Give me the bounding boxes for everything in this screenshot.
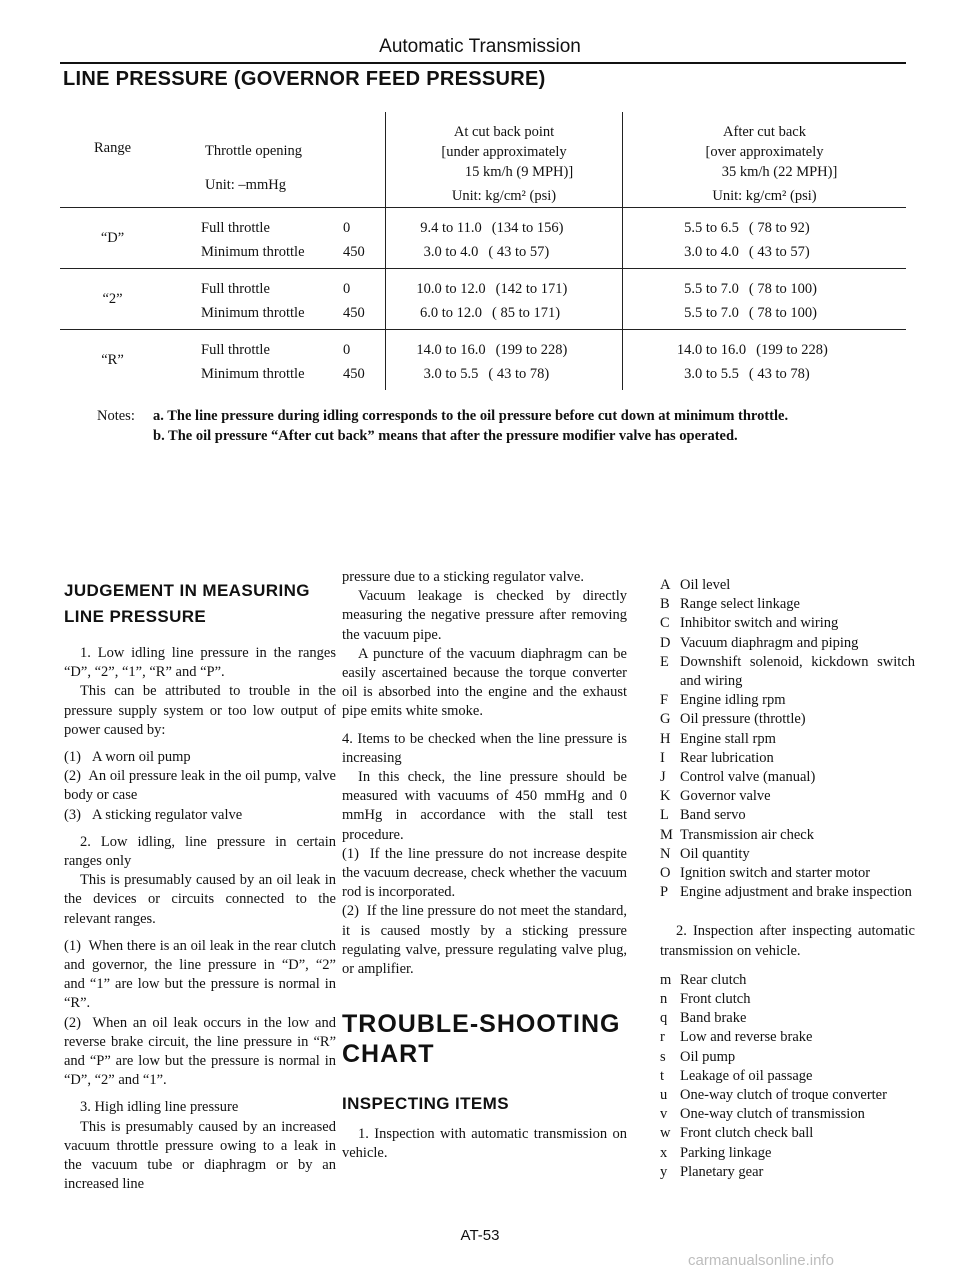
- header-throttle-unit: Unit: –mmHg: [205, 177, 286, 193]
- psi-value: ( 43 to 78): [488, 366, 550, 382]
- list-text: Governor valve: [680, 788, 771, 805]
- range-cell: “D”: [100, 230, 125, 246]
- kg-value: 14.0 to 16.0: [416, 342, 486, 358]
- table-row: [60, 208, 906, 269]
- list-text: Rear clutch: [680, 971, 747, 988]
- list-text: An oil pressure leak in the oil pump, valve body or case: [64, 768, 336, 804]
- list-key: D: [660, 634, 671, 651]
- list-text: Low and reverse brake: [680, 1029, 813, 1046]
- troubleshooting-heading-line-2: CHART: [342, 1040, 435, 1069]
- cut-back-cell: [385, 330, 622, 390]
- list-item: [660, 614, 915, 633]
- list-key: B: [660, 596, 670, 613]
- list-item: [660, 1009, 915, 1028]
- header-after-line-3: 35 km/h (22 MPH)]: [721, 164, 838, 180]
- list-item: [660, 1105, 915, 1124]
- list-item: [342, 902, 627, 979]
- list-text: When an oil leak occurs in the low and reverse brake circuit, the line pressure in “R” and “P” are low but the pressure is normal in “D”, “2” and “1”.: [64, 1014, 336, 1089]
- kg-value: 5.5 to 7.0: [684, 305, 739, 321]
- list-key: (1): [64, 749, 81, 766]
- kg-value: 3.0 to 4.0: [423, 244, 479, 260]
- list-key: H: [660, 730, 671, 747]
- list-text: Oil level: [680, 577, 731, 593]
- header-after-cut-back: [622, 112, 906, 207]
- list-key: P: [660, 884, 669, 901]
- cut-back-cell: [385, 208, 622, 268]
- psi-value: (199 to 228): [756, 342, 828, 358]
- list-text: When there is an oil leak in the rear clutch and governor, the line pressure in “D”, “2” and “1” are low but the pressure is normal in “R”.: [64, 937, 337, 1012]
- table-row: [60, 269, 906, 330]
- list-key: K: [660, 788, 671, 805]
- range-cell: “2”: [102, 291, 123, 307]
- kg-value: 10.0 to 12.0: [416, 281, 486, 297]
- list-item: [660, 1086, 915, 1105]
- header-cut-line-1: At cut back point: [453, 124, 555, 140]
- psi-value: ( 78 to 100): [748, 305, 817, 321]
- list-item: [660, 1124, 915, 1143]
- throttle-cell: [165, 269, 385, 329]
- list-item: [660, 710, 915, 729]
- note-b: b. The oil pressure “After cut back” means that after the pressure modifier valve has operated.: [153, 428, 738, 444]
- header-range: Range: [93, 140, 132, 156]
- header-cut-unit: Unit: kg/cm² (psi): [451, 188, 557, 204]
- line-pressure-table: [60, 112, 906, 390]
- list-key: (2): [342, 903, 359, 920]
- psi-value: ( 78 to 100): [748, 281, 817, 297]
- table-row: [60, 330, 906, 390]
- list-text: Oil pump: [680, 1048, 736, 1065]
- list-item: [660, 1067, 915, 1086]
- header-cut-back: [385, 112, 622, 207]
- throttle-label: Minimum throttle: [201, 305, 305, 321]
- watermark: carmanualsonline.info: [688, 1252, 834, 1269]
- throttle-cell: [165, 330, 385, 390]
- list-item: [660, 634, 915, 653]
- list-key: q: [660, 1010, 668, 1027]
- list-key: O: [660, 865, 671, 882]
- paragraph: pressure due to a sticking regulator valve.: [342, 569, 584, 585]
- list-item: [64, 748, 336, 767]
- throttle-mmhg: 450: [343, 305, 365, 321]
- list-item: [660, 990, 915, 1009]
- list-text: One-way clutch of troque converter: [680, 1087, 887, 1104]
- paragraph: This is presumably caused by an oil leak in the devices or circuits connected to the relevant ranges.: [64, 872, 336, 927]
- throttle-mmhg: 0: [343, 281, 351, 297]
- list-item: [660, 864, 915, 883]
- list-text: Front clutch: [680, 991, 751, 1008]
- list-key: (1): [64, 937, 81, 954]
- list-text: Parking linkage: [680, 1144, 772, 1161]
- psi-value: ( 43 to 78): [748, 366, 810, 382]
- list-key: M: [660, 826, 673, 843]
- list-text: Transmission air check: [680, 826, 814, 843]
- list-item: [660, 971, 915, 990]
- list-text: Vacuum diaphragm and piping: [680, 634, 859, 651]
- throttle-mmhg: 0: [343, 342, 351, 358]
- list-key: w: [660, 1125, 671, 1142]
- list-item: [660, 1048, 915, 1067]
- column-3: [660, 576, 915, 1182]
- list-key: A: [660, 577, 671, 593]
- paragraph: 1. Low idling line pressure in the ranges “D”, “2”, “1”, “R” and “P”.: [64, 645, 336, 681]
- column-1: [64, 578, 336, 1194]
- after-cut-back-cell: [622, 208, 906, 268]
- paragraph: 3. High idling line pressure: [80, 1099, 239, 1116]
- paragraph: 2. Inspection after inspecting automatic transmission on vehicle.: [660, 923, 915, 959]
- list-key: C: [660, 615, 670, 632]
- list-key: r: [660, 1029, 665, 1046]
- throttle-label: Full throttle: [201, 281, 270, 297]
- list-text: One-way clutch of transmission: [680, 1106, 865, 1123]
- list-key: x: [660, 1144, 668, 1161]
- list-text: Inhibitor switch and wiring: [680, 615, 839, 632]
- kg-value: 3.0 to 5.5: [423, 366, 479, 382]
- list-text: Planetary gear: [680, 1163, 764, 1180]
- header-throttle-label: Throttle opening: [205, 143, 303, 159]
- paragraph: This can be attributed to trouble in the pressure supply system or too low output of power caused by:: [64, 683, 336, 738]
- note-a: a. The line pressure during idling corresponds to the oil pressure before cut down at minimum throttle.: [153, 408, 789, 424]
- list-item: [660, 845, 915, 864]
- paragraph: A puncture of the vacuum diaphragm can be easily ascertained because the torque converter oil is absorbed into the engine and the exhaust pipe emits white smoke.: [342, 645, 627, 720]
- list-text: A worn oil pump: [92, 749, 191, 766]
- page-number: AT-53: [460, 1227, 500, 1244]
- list-item: [64, 937, 336, 1014]
- psi-value: ( 85 to 171): [492, 305, 561, 321]
- list-text: Downshift solenoid, kickdown switch and wiring: [680, 653, 915, 690]
- list-text: Leakage of oil passage: [680, 1067, 813, 1084]
- cut-back-cell: [385, 269, 622, 329]
- table-notes: [97, 406, 788, 446]
- kg-value: 5.5 to 6.5: [684, 220, 739, 236]
- paragraph: Vacuum leakage is checked by directly measuring the negative pressure after removing the vacuum pipe.: [342, 588, 627, 643]
- list-item: [660, 1163, 915, 1182]
- list-key: J: [660, 769, 666, 786]
- list-key: m: [660, 971, 672, 988]
- list-text: If the line pressure do not meet the standard, it is caused mostly by a sticking pressure regulating valve, pressure regulating valve plug, or amplifier.: [342, 903, 627, 978]
- header-after-line-1: After cut back: [723, 124, 806, 140]
- list-item: [660, 595, 915, 614]
- psi-value: ( 78 to 92): [748, 220, 810, 236]
- kg-value: 14.0 to 16.0: [676, 342, 747, 358]
- header-cut-line-3: 15 km/h (9 MPH)]: [464, 164, 574, 180]
- throttle-label: Full throttle: [201, 342, 270, 358]
- list-item: [660, 883, 915, 902]
- kg-value: 6.0 to 12.0: [419, 305, 483, 321]
- list-text: Engine adjustment and brake inspection: [680, 884, 912, 901]
- list-text: Control valve (manual): [680, 769, 816, 786]
- psi-value: (142 to 171): [495, 281, 568, 297]
- kg-value: 9.4 to 11.0: [420, 220, 482, 236]
- psi-value: ( 43 to 57): [748, 244, 810, 260]
- kg-value: 3.0 to 5.5: [684, 366, 739, 382]
- paragraph: In this check, the line pressure should be measured with vacuums of 450 mmHg and 0 mmHg in accordance with the stall test procedure.: [342, 769, 627, 843]
- list-item: [342, 845, 627, 903]
- list-key: y: [660, 1163, 668, 1180]
- list-item: [64, 806, 336, 825]
- throttle-mmhg: 450: [343, 366, 365, 382]
- psi-value: (199 to 228): [495, 342, 568, 358]
- after-cut-back-cell: [622, 269, 906, 329]
- list-item: [660, 749, 915, 768]
- list-key: (3): [64, 806, 81, 823]
- list-text: Oil pressure (throttle): [680, 711, 806, 728]
- header-throttle: [165, 112, 385, 207]
- list-item: [660, 691, 915, 710]
- list-key: u: [660, 1087, 668, 1104]
- list-item: [660, 826, 915, 845]
- list-item: [660, 1144, 915, 1163]
- kg-value: 3.0 to 4.0: [684, 244, 739, 260]
- list-key: s: [660, 1048, 666, 1065]
- throttle-cell: [165, 208, 385, 268]
- judgement-heading-line-1: JUDGEMENT IN MEASURING: [64, 581, 310, 600]
- list-item: [64, 1014, 336, 1091]
- troubleshooting-heading-line-1: TROUBLE-SHOOTING: [342, 1010, 621, 1039]
- kg-value: 5.5 to 7.0: [684, 281, 739, 297]
- after-cut-back-cell: [622, 330, 906, 390]
- throttle-mmhg: 450: [343, 244, 365, 260]
- throttle-mmhg: 0: [343, 220, 351, 236]
- list-item: [660, 787, 915, 806]
- list-key: L: [660, 807, 669, 824]
- judgement-heading-line-2: LINE PRESSURE: [64, 607, 207, 626]
- table-header-row: [60, 112, 906, 208]
- list-item: [660, 806, 915, 825]
- list-key: v: [660, 1106, 668, 1123]
- list-item: [660, 653, 915, 691]
- header-rule: [60, 62, 906, 64]
- list-key: F: [660, 692, 669, 709]
- range-cell: “R”: [101, 352, 124, 368]
- list-key: (2): [64, 768, 81, 785]
- inspection-list-1: [660, 576, 915, 902]
- header-after-line-2: [over approximately: [705, 144, 824, 160]
- list-key: n: [660, 991, 668, 1008]
- list-text: Front clutch check ball: [680, 1125, 814, 1142]
- psi-value: (134 to 156): [491, 220, 564, 236]
- list-text: A sticking regulator valve: [92, 806, 243, 823]
- list-key: E: [660, 653, 669, 670]
- list-key: G: [660, 711, 671, 728]
- list-text: If the line pressure do not increase despite the vacuum decrease, check whether the vacuum rod is incorporated.: [342, 845, 627, 901]
- list-text: Range select linkage: [680, 596, 800, 613]
- paragraph: 2. Low idling, line pressure in certain ranges only: [64, 833, 336, 870]
- list-text: Band brake: [680, 1010, 747, 1027]
- list-text: Engine idling rpm: [680, 692, 786, 709]
- paragraph: 1. Inspection with automatic transmission on vehicle.: [342, 1126, 627, 1162]
- list-text: Oil quantity: [680, 845, 750, 862]
- list-key: N: [660, 845, 671, 862]
- list-item: [64, 767, 336, 805]
- list-key: I: [660, 749, 665, 766]
- inspecting-items-heading: INSPECTING ITEMS: [342, 1094, 509, 1114]
- list-key: t: [660, 1067, 665, 1084]
- paragraph: This is presumably caused by an increased vacuum throttle pressure owing to a leak in the vacuum tube or diaphragm or by an increased line: [64, 1118, 336, 1193]
- paragraph: 4. Items to be checked when the line pressure is increasing: [342, 730, 627, 766]
- running-head: Automatic Transmission: [379, 36, 581, 57]
- header-after-unit: Unit: kg/cm² (psi): [712, 188, 817, 204]
- notes-label: Notes:: [97, 408, 135, 424]
- list-item: [660, 730, 915, 749]
- list-text: Ignition switch and starter motor: [680, 865, 871, 882]
- list-item: [660, 1028, 915, 1047]
- list-item: [660, 576, 915, 595]
- column-2: [342, 568, 627, 1164]
- list-text: Engine stall rpm: [680, 730, 776, 747]
- inspection-list-2: [660, 971, 915, 1182]
- list-text: Band servo: [680, 807, 746, 824]
- section-title: LINE PRESSURE (GOVERNOR FEED PRESSURE): [63, 68, 546, 90]
- list-text: Rear lubrication: [680, 749, 774, 766]
- list-item: [660, 768, 915, 787]
- throttle-label: Full throttle: [201, 220, 270, 236]
- list-key: (2): [64, 1014, 81, 1031]
- throttle-label: Minimum throttle: [201, 366, 305, 382]
- throttle-label: Minimum throttle: [201, 244, 305, 260]
- list-key: (1): [342, 845, 359, 862]
- psi-value: ( 43 to 57): [488, 244, 550, 260]
- header-cut-line-2: [under approximately: [441, 144, 567, 160]
